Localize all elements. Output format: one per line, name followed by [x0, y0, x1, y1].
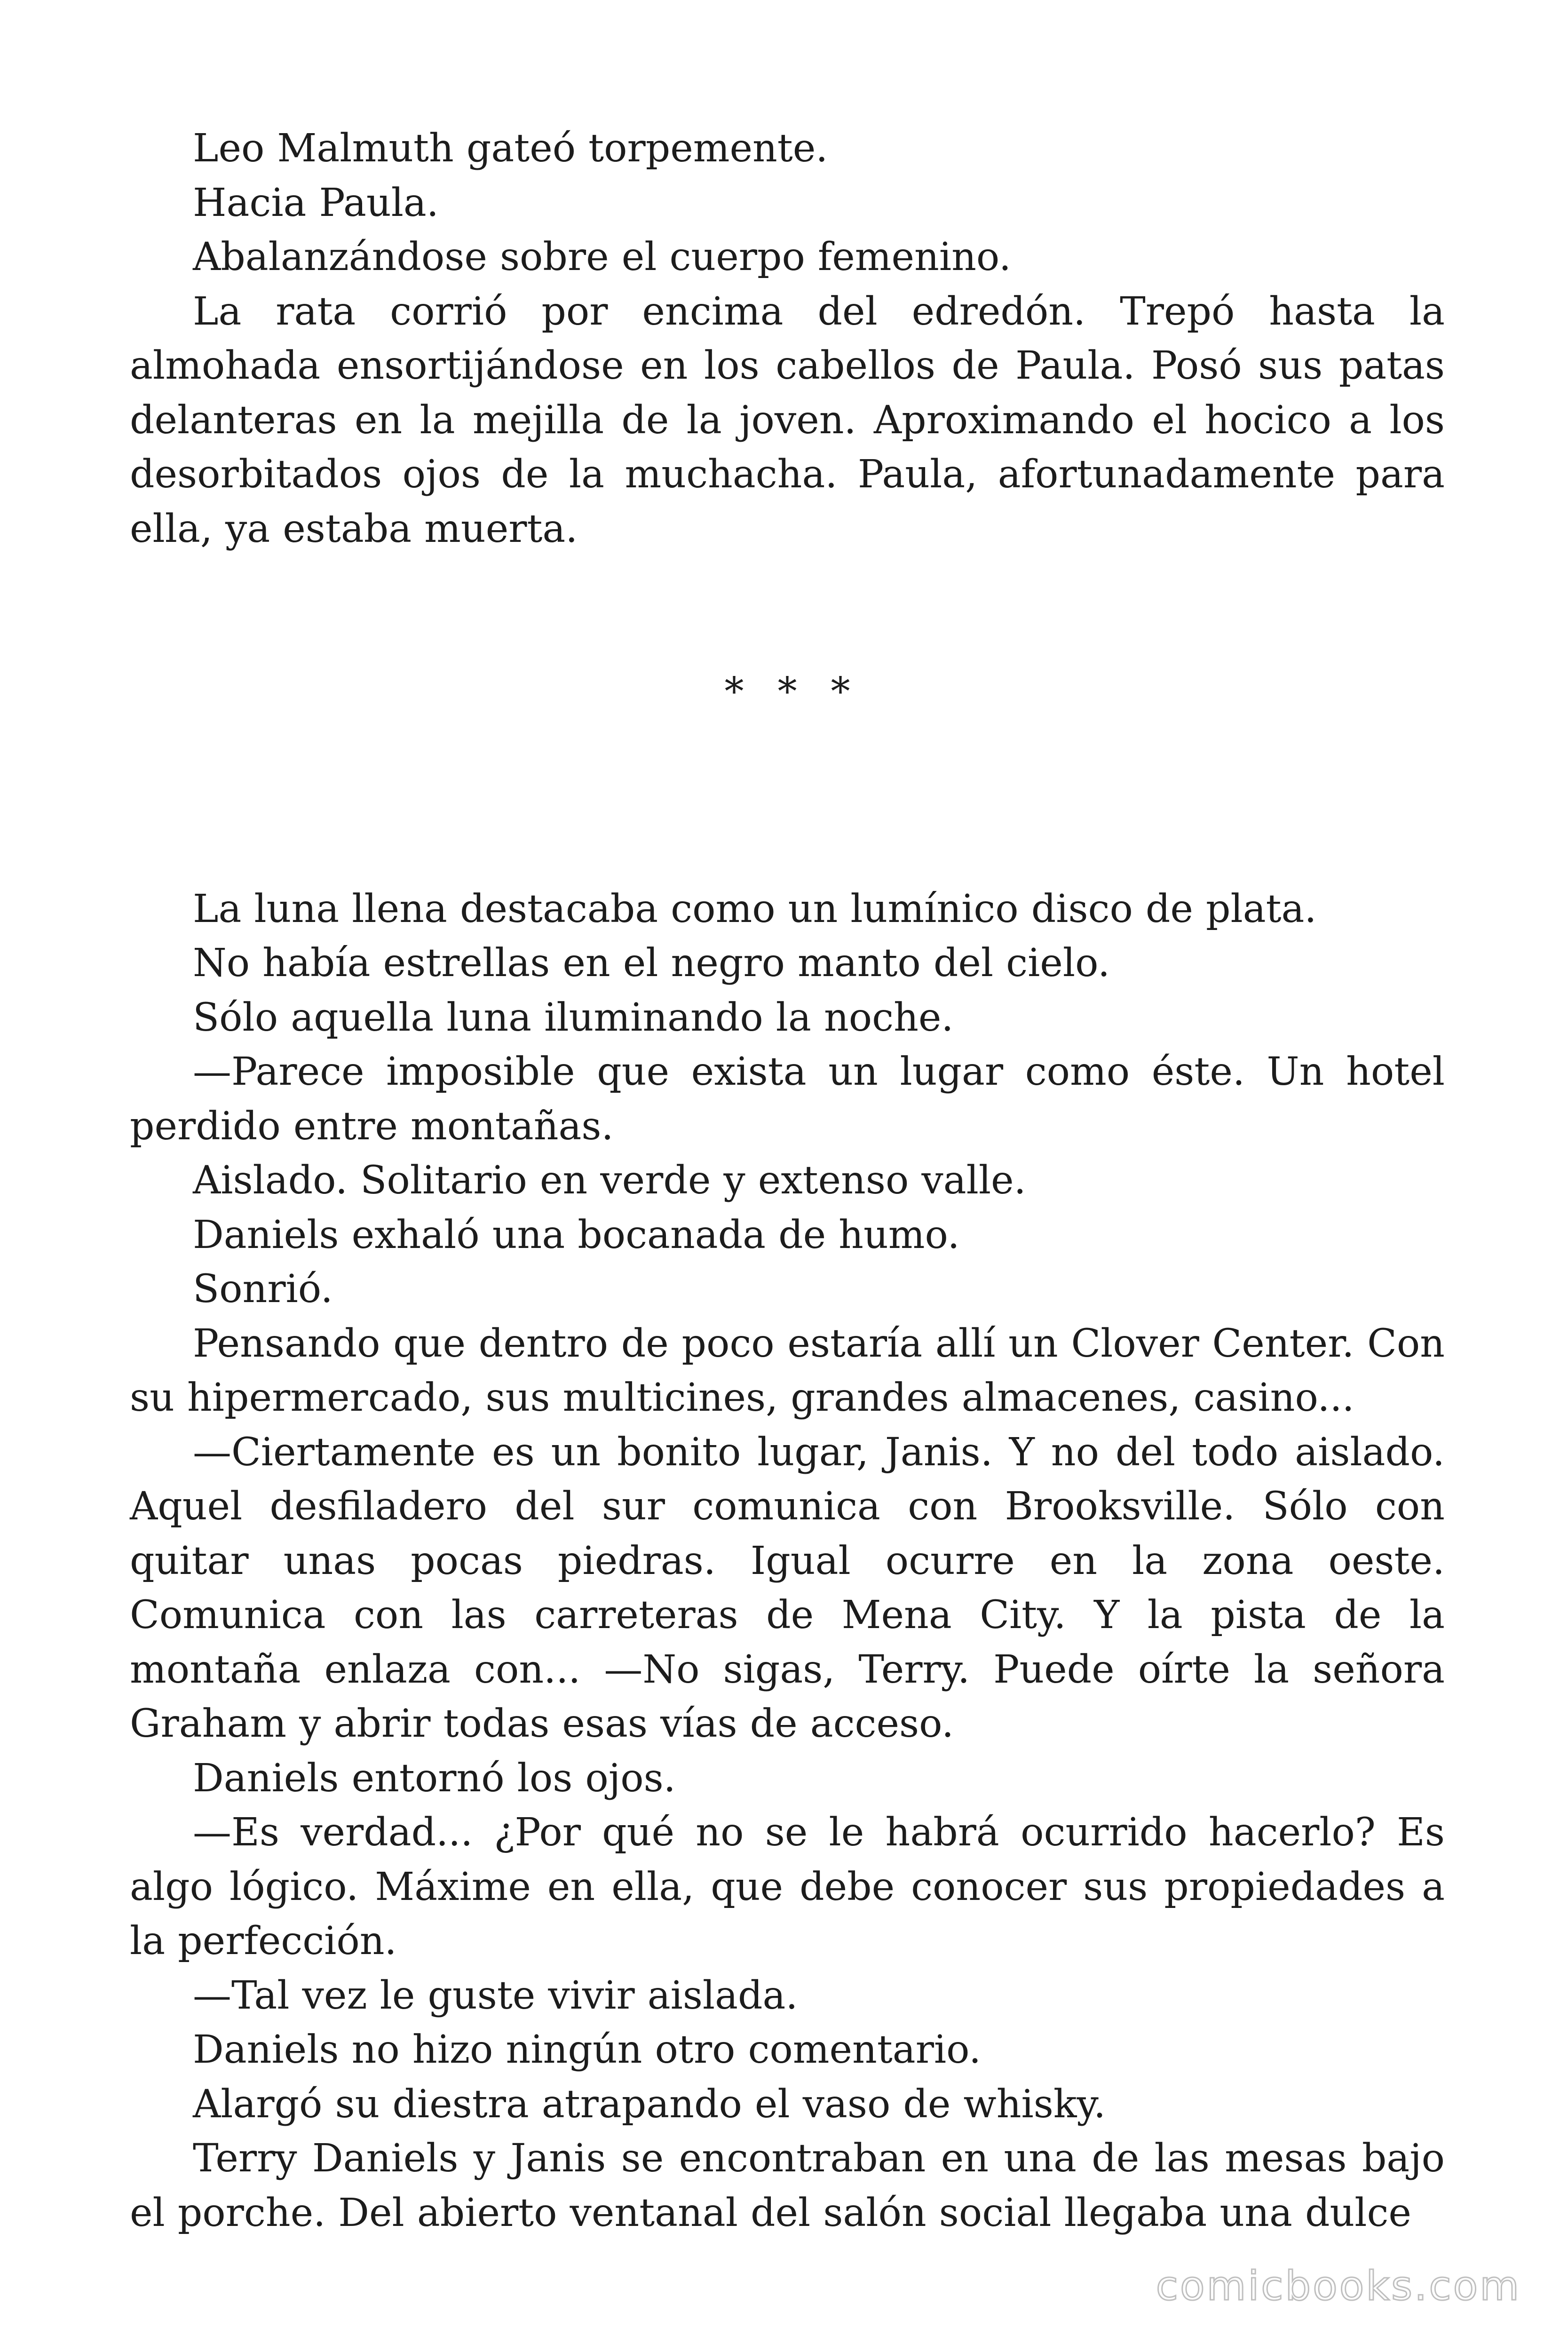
paragraph: Abalanzándose sobre el cuerpo femenino. [193, 235, 1011, 279]
book-page [130, 121, 1445, 2240]
spacer [130, 556, 1445, 665]
section-2 [130, 882, 1445, 2241]
paragraph: —Parece imposible que exista un lugar como éste. Un hotel perdido entre montañas. [130, 1049, 1445, 1149]
section-1 [130, 121, 1445, 556]
paragraph: Pensando que dentro de poco estaría allí un Clover Center. Con su hipermercado, sus multicines, grandes almacenes, casino... [130, 1321, 1445, 1420]
paragraph: La rata corrió por encima del edredón. Trepó hasta la almohada ensortijándose en los cabellos de Paula. Posó sus patas delanteras en la mejilla de la joven. Aproximando el hocico a los desorbitados ojos de la muchacha. Paula, afortunadamente para ella, ya estaba muerta. [130, 289, 1445, 551]
paragraph: Aislado. Solitario en verde y extenso valle. [193, 1158, 1026, 1203]
paragraph: Daniels entornó los ojos. [193, 1756, 676, 1801]
paragraph: Sonrió. [193, 1267, 333, 1311]
paragraph: —Tal vez le guste vivir aislada. [193, 1973, 798, 2018]
paragraph: Terry Daniels y Janis se encontraban en una de las mesas bajo el porche. Del abierto ventanal del salón social llegaba una dulce [130, 2136, 1445, 2235]
paragraph: Alargó su diestra atrapando el vaso de whisky. [193, 2082, 1106, 2127]
paragraph: Daniels exhaló una bocanada de humo. [193, 1212, 960, 1257]
paragraph: Leo Malmuth gateó torpemente. [193, 126, 828, 171]
paragraph: No había estrellas en el negro manto del cielo. [193, 941, 1110, 985]
paragraph: —Es verdad... ¿Por qué no se le habrá ocurrido hacerlo? Es algo lógico. Máxime en ella, que debe conocer sus propiedades a la perfección. [130, 1810, 1445, 1963]
spacer [130, 719, 1445, 882]
paragraph: Daniels no hizo ningún otro comentario. [193, 2027, 982, 2072]
watermark: comicbooks.com [1156, 2263, 1521, 2310]
paragraph: —Ciertamente es un bonito lugar, Janis. Y no del todo aislado. Aquel desfiladero del sur comunica con Brooksville. Sólo con quitar unas pocas piedras. Igual ocurre en la zona oeste. Comunica con las carreteras de Mena City. Y la pista de la montaña enlaza con... —No sigas, Terry. Puede oírte la señora Graham y abrir todas esas vías de acceso. [130, 1430, 1445, 1746]
scene-break: * * * [724, 669, 861, 714]
paragraph: Hacia Paula. [193, 180, 439, 225]
paragraph: La luna llena destacaba como un lumínico disco de plata. [193, 886, 1317, 931]
paragraph: Sólo aquella luna iluminando la noche. [193, 995, 954, 1040]
